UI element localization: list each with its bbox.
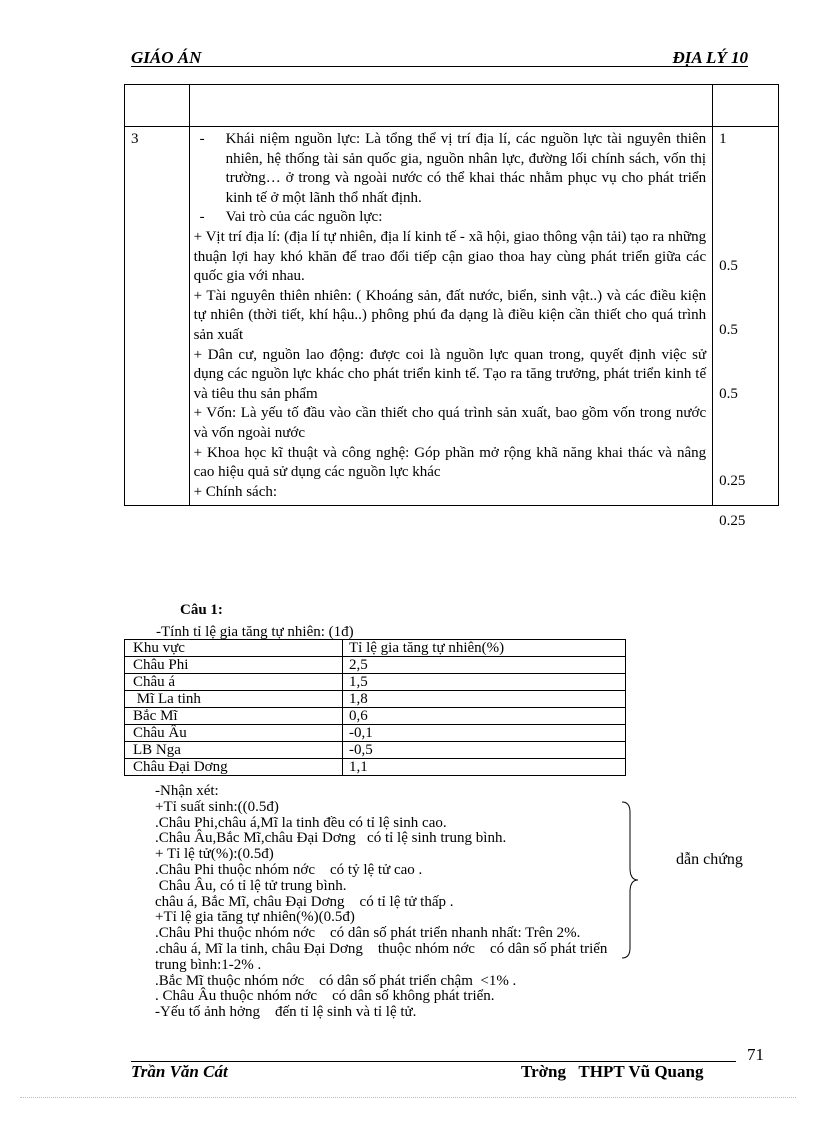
list-item: + Tài nguyên thiên nhiên: ( Khoáng sản, đất nước, biển, sinh vật..) và các điều kiện tự nhiên (thời tiết, khí hậu..) phông phú đa dạng là điều kiện cần thiết cho quá trình sản xuất [193, 287, 707, 343]
role-heading: Vai trò của các nguồn lực: [225, 209, 383, 226]
answer-table [124, 84, 779, 529]
remark-line: -Nhận xét: [155, 783, 219, 799]
remark-line: +Tỉ suất sinh:((0.5đ) [155, 798, 279, 815]
remark-line: châu á, Bắc Mĩ, châu Đại Dơng có tỉ lệ tử thấp . [155, 893, 454, 910]
remark-line: -Yếu tố ảnh hởng đến tỉ lệ sinh và tỉ lệ tử. [155, 1004, 417, 1021]
growth-rate-table [124, 639, 626, 776]
evidence-label: dẫn chứng [676, 851, 743, 868]
column-header: Tỉ lệ gia tăng tự nhiên(%) [343, 640, 626, 657]
table-row: LB Nga -0,5 [125, 742, 626, 759]
header-left: GIÁO ÁN [131, 48, 202, 67]
points-column [713, 127, 779, 529]
table-row: Châu Phi 2,5 [125, 657, 626, 674]
remark-line: . Châu Âu thuộc nhóm nớc có dân số không phát triển. [155, 988, 495, 1005]
remark-line: .châu á, Mĩ la tinh, châu Đại Dơng thuộc nhóm nớc có dân số phát triển [155, 940, 608, 957]
point-value: 0.5 [719, 258, 738, 274]
header-right: ĐỊA LÝ 10 [672, 48, 748, 67]
remark-line: .Châu Phi thuộc nhóm nớc có dân số phát triển nhanh nhất: Trên 2%. [155, 925, 581, 942]
footer-school: Trờng THPT Vũ Quang [521, 1062, 704, 1081]
table-row [125, 85, 779, 127]
table-row: Châu Đại Dơng 1,1 [125, 759, 626, 776]
remark-line: +Tỉ lệ gia tăng tự nhiên(%)(0.5đ) [155, 909, 355, 926]
role-heading-bullet: - Vai trò của các nguồn lực: [194, 208, 707, 228]
list-item: + Chính sách: [193, 483, 278, 500]
column-header: Khu vực [125, 640, 343, 657]
table-row: Châu á 1,5 [125, 674, 626, 691]
list-item: + Vốn: Là yếu tố đầu vào cần thiết cho quá trình sản xuất, bao gồm vốn trong nước và vốn ngoài nước [193, 405, 707, 441]
list-item: + Khoa học kĩ thuật và công nghệ: Góp phần mở rộng khã năng khai thác và nâng cao hiệu quả sử dụng các nguồn lực khác [193, 444, 707, 481]
remark-line: + Tỉ lệ tử(%):(0.5đ) [155, 846, 274, 863]
footer-author: Trần Văn Cát [131, 1062, 228, 1081]
question-title: Câu 1: [180, 602, 223, 618]
page-number: 71 [747, 1045, 764, 1064]
concept-bullet: - Khái niệm nguồn lực: Là tổng thể vị trí địa lí, các nguồn lực tài nguyên thiên nhiên, hệ thống tài sản quốc gia, nguồn nhân lực, đường lối chính sách, vốn thị trường… ở trong và ngoài nước có thể khai thác nhằm phục vụ cho phát triển kinh tế ở một lãnh thổ nhất định. [194, 130, 707, 208]
remarks-block [155, 784, 765, 1021]
remark-line: .Châu Âu,Bắc Mĩ,châu Đại Dơng có tỉ lệ sinh trung bình. [155, 830, 507, 847]
remark-line: trung bình:1-2% . [155, 956, 262, 973]
point-value: 0.5 [719, 322, 738, 338]
question-subtitle: -Tính tỉ lệ gia tăng tự nhiên: (1đ) [156, 624, 354, 640]
remark-line: Châu Âu, có tỉ lệ tử trung bình. [155, 877, 347, 894]
list-item: + Vịt trí địa lí: (địa lí tự nhiên, địa lí kinh tế - xã hội, giao thông vận tải) tạo ra những thuận lợi hay khó khăn để trao đổi tiếp cận giao thoa hay cùng phát triển giữa các quốc gia với nhau. [193, 228, 707, 285]
table-row: Mĩ La tinh 1,8 [125, 691, 626, 708]
list-item: + Dân cư, nguồn lao động: được coi là nguồn lực quan trong, quyết định việc sử dụng các nguồn lực khác cho phát triển kinh tế. Tạo ra tăng trưởng, phát triển kinh tế và tiêu thu sản phẩm [193, 346, 707, 402]
curly-brace-icon [620, 800, 642, 960]
table-row: Bắc Mĩ 0,6 [125, 708, 626, 725]
point-value: 0.5 [719, 386, 738, 402]
point-value: 0.25 [719, 513, 746, 529]
remark-line: .Châu Phi,châu á,Mĩ la tinh đều có tỉ lệ sinh cao. [155, 814, 447, 831]
table-row: Châu Âu -0,1 [125, 725, 626, 742]
table-row [125, 127, 779, 506]
answer-content [189, 127, 713, 506]
remark-line: .Bắc Mĩ thuộc nhóm nớc có dân số phát triển chậm <1% . [155, 972, 517, 989]
point-value: 1 [719, 131, 727, 147]
point-value: 0.25 [719, 473, 746, 489]
table-header-row [125, 640, 626, 657]
page-edge-divider [20, 1097, 796, 1098]
question-number: 3 [125, 127, 190, 506]
remark-line: .Châu Phi thuộc nhóm nớc có tỷ lệ tử cao . [155, 861, 423, 878]
concept-text: Khái niệm nguồn lực: Là tổng thể vị trí địa lí, các nguồn lực tài nguyên thiên nhiên, hệ thống tài sản quốc gia, nguồn nhân lực, đường lối chính sách, vốn thị trường… ở trong và ngoài nước có thể khai thác nhằm phục vụ cho phát triển kinh tế ở một lãnh thổ nhất định. [225, 131, 707, 206]
header-divider [131, 66, 748, 67]
